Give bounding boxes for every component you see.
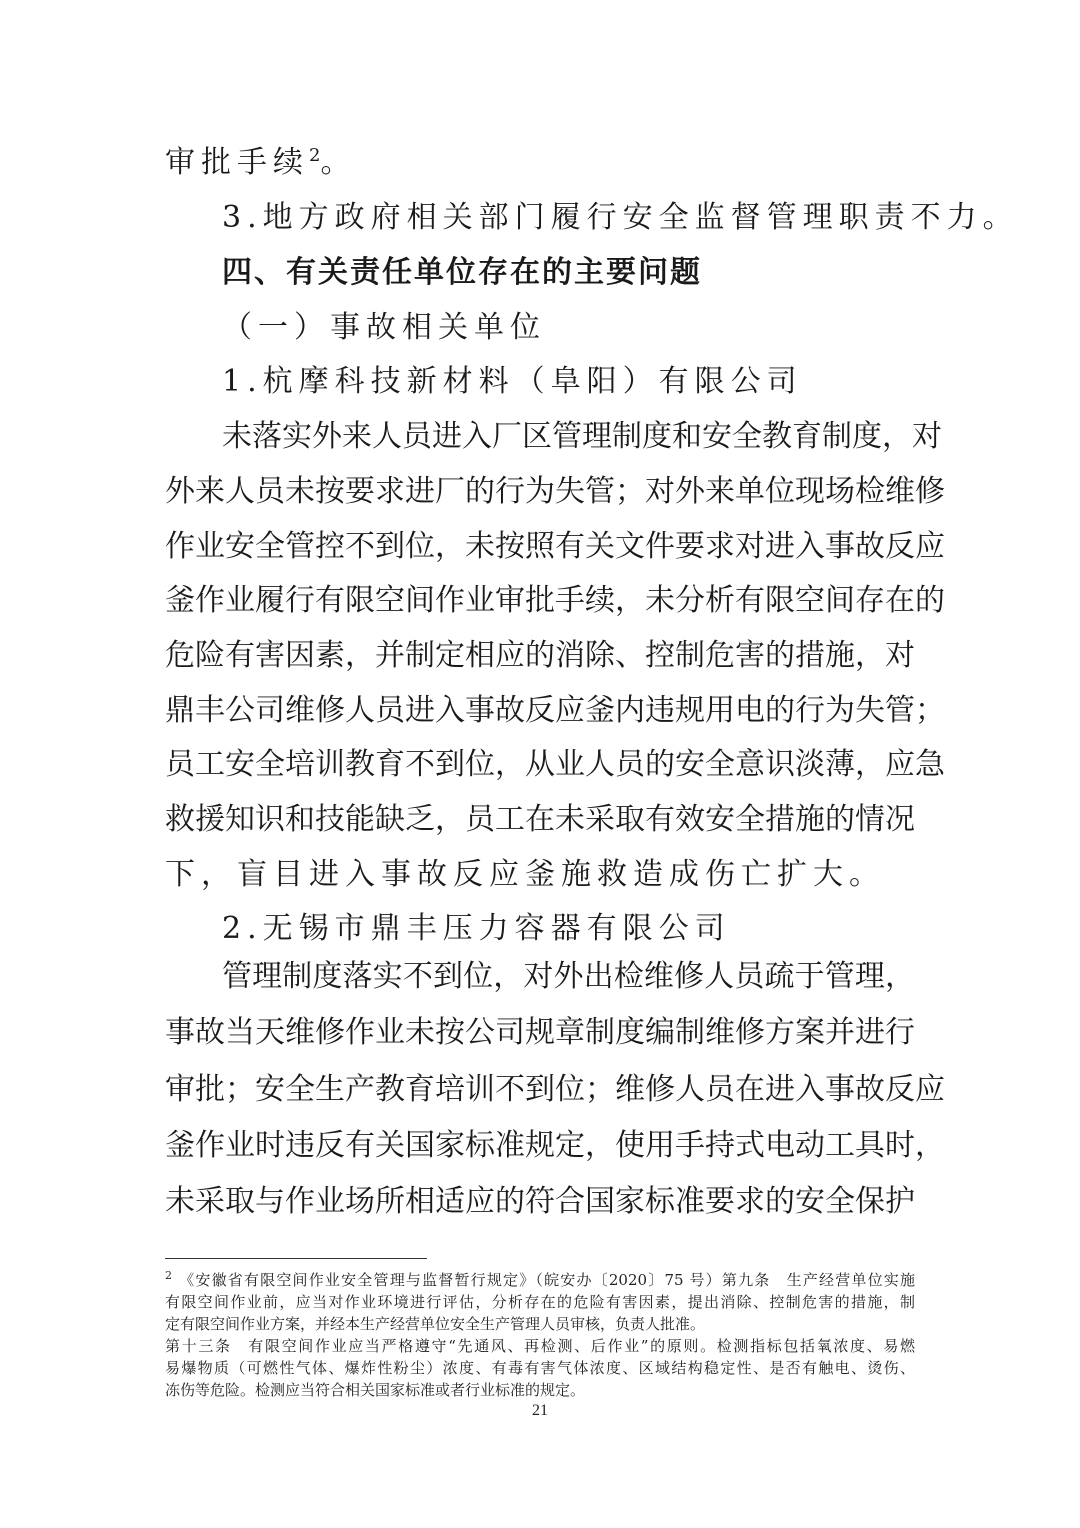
footnote-line: 易爆物质（可燃性气体、爆炸性粉尘）浓度、有毒有害气体浓度、区域结构稳定性、是否有触电、烫伤、 [165,1359,915,1377]
company-1-paragraph-line: 下，盲目进入事故反应釜施救造成伤亡扩大。 [165,857,885,892]
company-1-paragraph-line: 未落实外来人员进入厂区管理制度和安全教育制度，对 [222,419,942,454]
continuation-end: 。 [320,145,357,180]
company-2-paragraph-line: 釜作业时违反有关国家标准规定，使用手持式电动工具时， [165,1128,945,1163]
subsection-1-heading: （一）事故相关单位 [222,310,546,345]
section-4-heading: 四、有关责任单位存在的主要问题 [222,255,702,290]
company-1-paragraph-line: 员工安全培训教育不到位，从业人员的安全意识淡薄，应急 [165,747,945,782]
footnote-reference[interactable]: 2 [309,145,321,166]
footnote-line: 定有限空间作业方案，并经本生产经营单位安全生产管理人员审核，负责人批准。 [165,1315,706,1333]
company-1-paragraph-line: 鼎丰公司维修人员进入事故反应釜内违规用电的行为失管； [165,693,945,728]
company-2-title: 2.无锡市鼎丰压力容器有限公司 [222,911,731,946]
footnote-separator [165,1258,427,1259]
footnote-line: 第十三条 有限空间作业应当严格遵守“先通风、再检测、后作业”的原则。检测指标包括氧浓度、易燃 [165,1337,915,1355]
company-2-paragraph-line: 审批；安全生产教育培训不到位；维修人员在进入事故反应 [165,1072,945,1107]
page-number: 21 [532,1402,548,1419]
company-1-paragraph-line: 外来人员未按要求进厂的行为失管；对外来单位现场检维修 [165,474,945,509]
company-1-paragraph-line: 釜作业履行有限空间作业审批手续，未分析有限空间存在的 [165,583,945,618]
footnote-text: 《安徽省有限空间作业安全管理与监督暂行规定》（皖安办〔2020〕75 号）第九条 生产经营单位实施 [178,1271,915,1289]
continuation-line [165,143,915,183]
company-2-paragraph-line: 事故当天维修作业未按公司规章制度编制维修方案并进行 [165,1015,915,1050]
company-2-paragraph-line: 管理制度落实不到位，对外出检维修人员疏于管理， [222,959,915,994]
footnote-mark: 2 [165,1269,172,1282]
company-1-paragraph-line: 救援知识和技能缺乏，员工在未采取有效安全措施的情况 [165,802,915,837]
footnote-line: 冻伤等危险。检测应当符合相关国家标准或者行业标准的规定。 [165,1381,586,1399]
footnote-line [165,1270,915,1291]
continuation-text: 审批手续 [165,145,309,180]
company-1-title: 1.杭摩科技新材料（阜阳）有限公司 [222,364,803,399]
company-1-paragraph-line: 危险有害因素，并制定相应的消除、控制危害的措施，对 [165,638,915,673]
company-1-paragraph-line: 作业安全管控不到位，未按照有关文件要求对进入事故反应 [165,529,945,564]
company-2-paragraph-line: 未采取与作业场所相适应的符合国家标准要求的安全保护 [165,1184,915,1219]
item-3: 3.地方政府相关部门履行安全监督管理职责不力。 [222,200,1019,235]
footnote-line: 有限空间作业前，应当对作业环境进行评估，分析存在的危险有害因素，提出消除、控制危害的措施，制 [165,1293,915,1311]
